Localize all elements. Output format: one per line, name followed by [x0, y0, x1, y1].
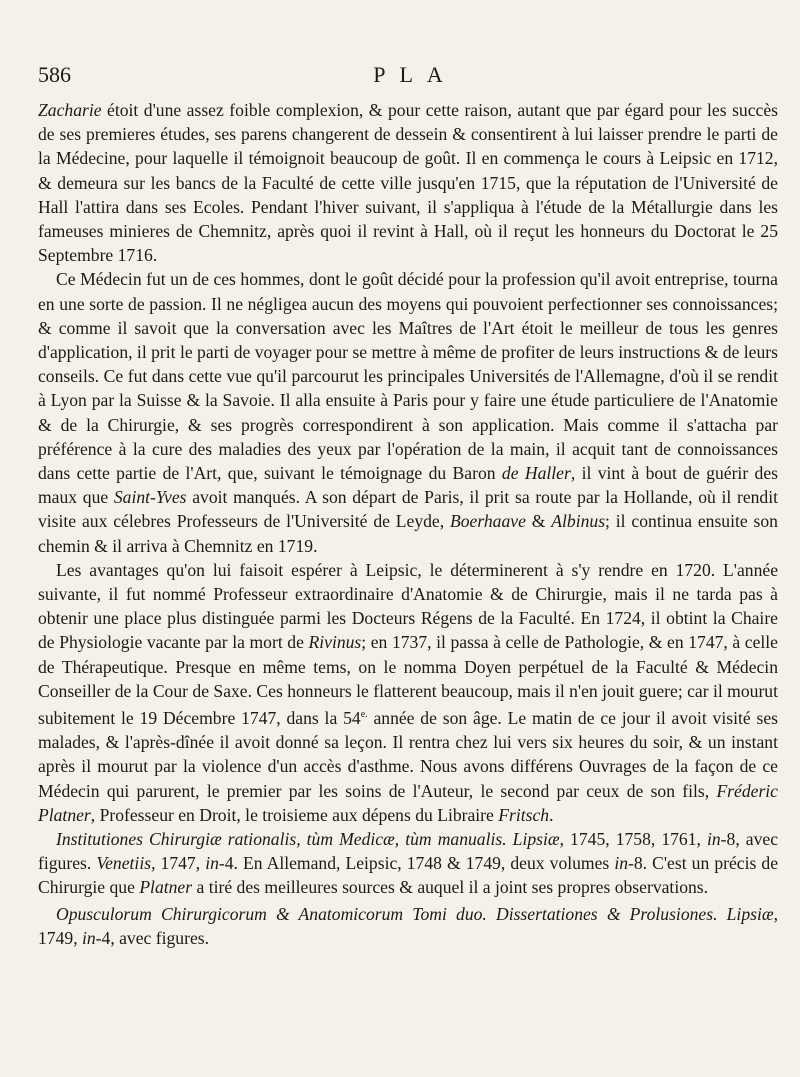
italic-text: Opusculorum Chirurgicorum & Anatomicorum Tomi duo. Dissertationes & Prolusiones. Lipsiæ	[56, 903, 774, 924]
text-run: , 1745, 1758, 1761,	[559, 828, 707, 849]
paragraph-1	[38, 98, 778, 267]
text-run: Les avantages qu'on lui faisoit espérer à Leipsic, le déterminerent à s'y rendre en 1720. L'année suivante, il fut nommé Professeur extraordinaire d'Anatomie & de Chirurgie, mais il ne tarda pas à obtenir une place plus distinguée parmi les Docteurs Régens de la Faculté. En 1724, il obtint la Chaire de Physiologie vacante par la mort de	[38, 559, 778, 653]
text-run: , 1749,	[38, 903, 778, 948]
bibliography-entry-2	[38, 902, 778, 950]
text-run: , il vint à bout de guérir des maux que	[38, 463, 778, 508]
body-text	[38, 98, 778, 950]
text-run: &	[525, 511, 552, 532]
text-run: année de son âge. Le matin de ce jour il avoit visité ses malades, & l'après-dînée il avoit donné sa leçon. Il rentra chez lui vers six heures du soir, & un instant après il mourut par la violence d'un accès d'asthme. Nous avons différens Ouvrages de la façon de ce Médecin qui parurent, le premier par les soins de l'Auteur, le second par ceux de son fils,	[38, 707, 778, 801]
bibliography-entry-1	[38, 827, 778, 900]
italic-text: de Haller	[501, 463, 571, 484]
italic-text: Fréderic Platner	[38, 780, 778, 825]
text-run: a tiré des meilleures sources & auquel il a joint ses propres observations.	[192, 877, 709, 898]
text-run: , 1747,	[151, 853, 206, 874]
italic-text: Platner	[139, 877, 193, 898]
page-number: 586	[38, 62, 71, 87]
text-run: -4. En Allemand, Leipsic, 1748 & 1749, deux volumes	[218, 853, 615, 874]
text-run: -4, avec figures.	[95, 927, 210, 948]
text-run: Ce Médecin fut un de ces hommes, dont le goût décidé pour la profession qu'il avoit entreprise, tourna en une sorte de passion. Il ne négligea aucun des moyens qui pouvoient perfectionner ses connoissances; & comme il savoit que la conversation avec les Maîtres de l'Art étoit le meilleur de tous les genres d'application, il prit le parti de voyager pour se mettre à même de profiter de leurs instructions & de leurs conseils. Ce fut dans cette vue qu'il parcourut les principales Universités de l'Allemagne, d'où il se rendit à Lyon par la Suisse & la Savoie. Il alla ensuite à Paris pour y faire une étude particuliere de l'Anatomie & de la Chirurgie, & ses progrès correspondirent à son application. Mais comme il s'attacha par préférence à la cure des maladies des yeux par l'opération de la main, il acquit tant de connoissances dans cette partie de l'Art, que, suivant le témoignage du Baron	[38, 269, 778, 484]
page-header	[38, 62, 778, 98]
italic-text: Venetiis	[96, 853, 152, 874]
paragraph-2	[38, 267, 778, 557]
italic-text: Rivinus	[308, 632, 362, 653]
text-run: avoit manqués. A son départ de Paris, il prit sa route par la Hollande, où il rendit visite aux célebres Professeurs de l'Université de Leyde,	[38, 487, 779, 532]
italic-text: Saint-Yves	[113, 487, 187, 508]
text-run: .	[549, 804, 554, 825]
italic-text: in	[205, 853, 219, 874]
text-run: , Professeur en Droit, le troisieme aux dépens du Libraire	[90, 804, 499, 825]
italic-text: Institutiones Chirurgiæ rationalis, tùm Medicæ, tùm manualis. Lipsiæ	[56, 828, 560, 849]
italic-text: Boerhaave	[450, 511, 526, 532]
text-run: -8, avec figures.	[38, 828, 779, 874]
text-run: étoit d'une assez foible complexion, & pour cette raison, autant que par égard pour les succès de ses premieres études, ses parens changerent de dessein & consentirent à lui laisser prendre le parti de la Médecine, pour laquelle il témoignoit beaucoup de goût. Il en commença le cours à Leipsic en 1712, & demeura sur les bancs de la Faculté de cette ville jusqu'en 1715, que la réputation de l'Université de Hall l'attira dans ses Ecoles. Pendant l'hiver suivant, il s'appliqua à l'étude de la Métallurgie dans les fameuses minieres de Chemnitz, après quoi il revint à Hall, où il reçut les honneurs du Doctorat le 25 Septembre 1716.	[38, 100, 778, 266]
text-run: ; en 1737, il passa à celle de Pathologie, & en 1747, à celle de Thérapeutique. Presque en même tems, on le nomma Doyen perpétuel de la Faculté & Médecin Conseiller de la Cour de Saxe. Ces honneurs le flatterent beaucoup, mais il n'en jouit guere; car il mourut subitement le 19 Décembre 1747, dans la 54	[38, 632, 778, 728]
italic-text: Fritsch	[498, 804, 550, 825]
running-head: PLA	[373, 62, 457, 87]
italic-text: Albinus	[551, 511, 606, 532]
text-run: -8. C'est un précis de Chirurgie que	[38, 853, 779, 898]
text-run: ; il continua ensuite son chemin & il arriva à Chemnitz en 1719.	[38, 511, 778, 556]
italic-text: Zacharie	[38, 100, 102, 120]
paragraph-3	[38, 558, 778, 827]
italic-text: in	[81, 927, 96, 948]
italic-text: in	[706, 828, 721, 849]
italic-text: in	[614, 853, 629, 874]
ordinal-suffix: e.	[360, 709, 368, 721]
